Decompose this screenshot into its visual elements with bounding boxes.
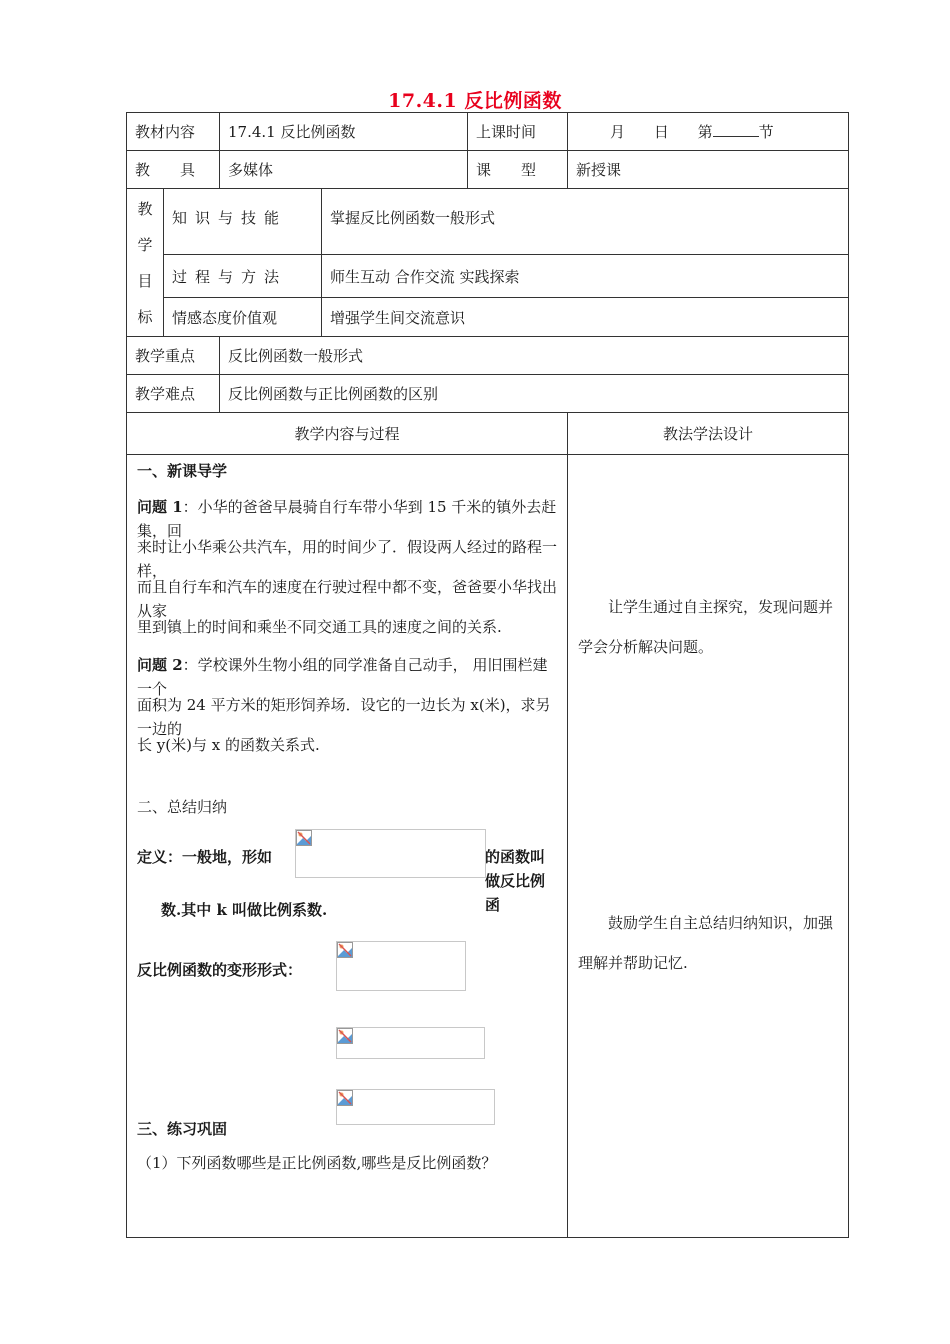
key-point-label: 教学重点 — [127, 337, 220, 375]
question-1-line: 问题 1：小华的爸爸早晨骑自行车带小华到 15 千米的镇外去赶集，回 — [137, 498, 557, 540]
section-title: 二、总结归纳 — [137, 798, 228, 816]
broken-image-icon — [337, 1028, 353, 1044]
method-note: 鼓励学生自主总结归纳知识，加强理解并帮助记忆. — [578, 914, 834, 972]
question-2-line: 问题 2：学校课外生物小组的同学准备自己动手， 用旧围栏建一个 — [137, 656, 548, 698]
broken-image-icon — [296, 830, 312, 846]
content-column-header: 教学内容与过程 — [127, 413, 568, 455]
type-label: 课 型 — [468, 151, 568, 189]
objective-label: 过程与方法 — [164, 255, 322, 298]
broken-image-icon — [337, 1090, 353, 1106]
difficulty-value: 反比例函数与正比例函数的区别 — [220, 375, 849, 413]
time-value: 月 日 第 节 — [568, 113, 849, 151]
question-1-line: 里到镇上的时间和乘坐不同交通工具的速度之间的关系. — [137, 618, 502, 636]
difficulty-label: 教学难点 — [127, 375, 220, 413]
question-1-line: 而且自行车和汽车的速度在行驶过程中都不变，爸爸要小华找出从家 — [137, 578, 558, 620]
objective-value: 师生互动 合作交流 实践探索 — [322, 255, 849, 298]
document-title: 17.4.1 反比例函数 — [388, 90, 562, 112]
exercise-item: （1）下列函数哪些是正比例函数,哪些是反比例函数？ — [137, 1154, 497, 1172]
formula-image-placeholder — [336, 941, 466, 991]
formula-image-placeholder — [336, 1027, 485, 1059]
question-1-line: 来时让小华乘公共汽车，用的时间少了．假设两人经过的路程一样， — [137, 538, 558, 580]
question-2-line: 长 y(米)与 x 的函数关系式. — [137, 736, 320, 754]
method-design — [568, 455, 849, 1238]
broken-image-icon — [337, 942, 353, 958]
question-2-line: 面积为 24 平方米的矩形饲养场．设它的一边长为 x(米)，求另一边的 — [137, 696, 551, 738]
objective-value: 掌握反比例函数一般形式 — [322, 189, 849, 255]
section-title: 三、练习巩固 — [137, 1120, 228, 1138]
section-title: 一、新课导学 — [137, 462, 228, 480]
method-column-header: 教法学法设计 — [568, 413, 849, 455]
definition-suffix: 的函数叫做反比例函 — [485, 848, 546, 914]
objectives-side-label: 教 学 目 标 — [127, 189, 164, 337]
method-note: 让学生通过自主探究，发现问题并学会分析解决问题。 — [578, 598, 834, 656]
material-value: 17.4.1 反比例函数 — [220, 113, 468, 151]
teaching-content — [127, 455, 568, 1238]
tools-label: 教 具 — [127, 151, 220, 189]
definition-prefix: 定义：一般地，形如 — [137, 848, 273, 866]
variant-forms-label: 反比例函数的变形形式： — [137, 961, 303, 979]
formula-image-placeholder — [295, 829, 486, 878]
objective-label: 知识与技能 — [164, 189, 322, 255]
material-label: 教材内容 — [127, 113, 220, 151]
time-label: 上课时间 — [468, 113, 568, 151]
objective-label: 情感态度价值观 — [164, 298, 322, 337]
type-value: 新授课 — [568, 151, 849, 189]
lesson-plan-table — [126, 112, 849, 1238]
tools-value: 多媒体 — [220, 151, 468, 189]
key-point-value: 反比例函数一般形式 — [220, 337, 849, 375]
definition-line-2: 数.其中 k 叫做比例系数. — [161, 901, 328, 919]
objective-value: 增强学生间交流意识 — [322, 298, 849, 337]
